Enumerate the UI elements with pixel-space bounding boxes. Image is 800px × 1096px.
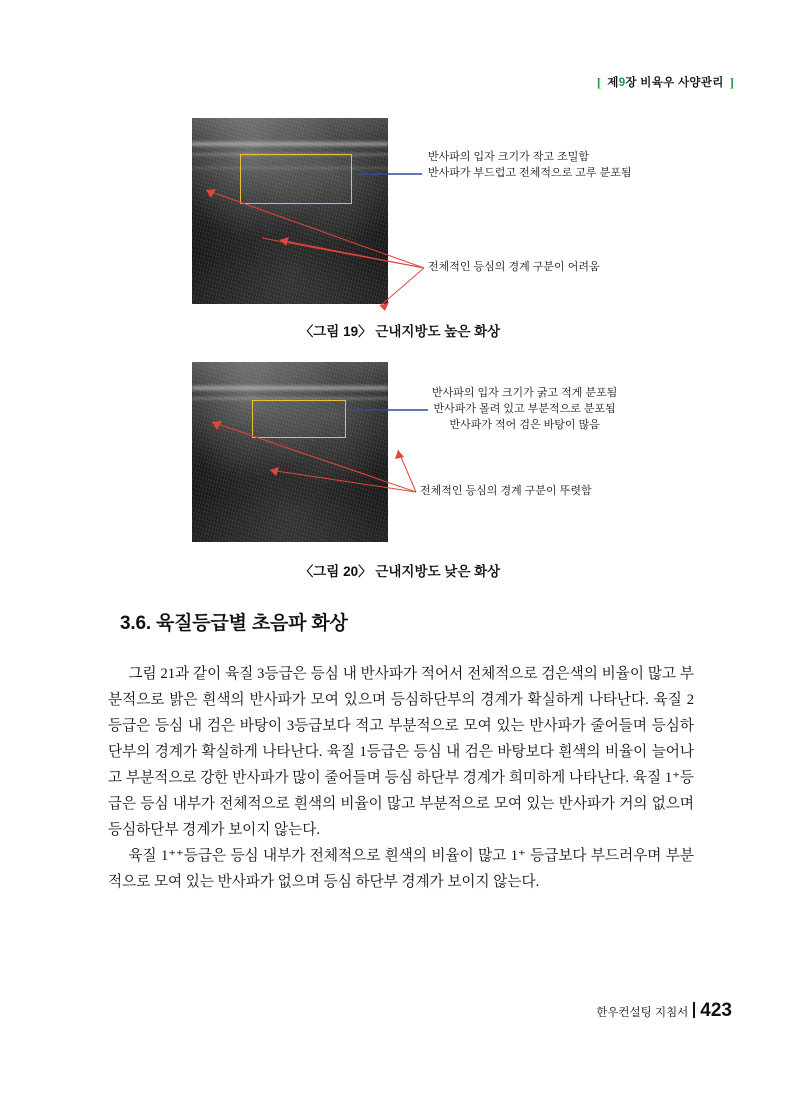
leader-lines-figure-20 (0, 362, 800, 592)
header-chapter-number: 9 (618, 77, 626, 89)
leader-lines-figure-19 (0, 118, 800, 348)
annotation-bottom-figure-20: 전체적인 등심의 경계 구분이 뚜렷함 (420, 485, 592, 497)
tissue-band (192, 140, 388, 148)
paragraph: 육질 1⁺⁺등급은 등심 내부가 전체적으로 흰색의 비율이 많고 1⁺ 등급보다 부드러우며 부분적으로 모여 있는 반사파가 없으며 등심 하단부 경계가 보이지 않는다. (108, 847, 694, 890)
section-heading: 3.6. 육질등급별 초음파 화상 (120, 613, 348, 634)
annotation-line: 반사파의 입자 크기가 작고 조밀함 (428, 151, 589, 163)
annotation-top-figure-19 (428, 150, 632, 182)
annotation-bottom-figure-19: 전체적인 등심의 경계 구분이 어려움 (428, 261, 600, 273)
header-title-prefix: 제 (607, 77, 619, 89)
region-of-interest-box (240, 154, 352, 204)
page-header (597, 74, 734, 90)
figure-19-caption: 〈그림 19〉 근내지방도 높은 화상 (299, 324, 501, 339)
header-title-suffix: 장 비육우 사양관리 (625, 77, 724, 89)
tissue-band (192, 384, 388, 392)
footer-divider (693, 1002, 695, 1018)
region-of-interest-box (252, 400, 346, 438)
page-number: 423 (700, 1000, 732, 1021)
annotation-line: 반사파의 입자 크기가 굵고 적게 분포됨 (432, 387, 618, 399)
annotation-top-figure-20 (432, 386, 617, 434)
paragraph: 그림 21과 같이 육질 3등급은 등심 내 반사파가 적어서 전체적으로 검은색의 비율이 많고 부분적으로 밝은 흰색의 반사파가 모여 있으며 등심하단부의 경계가 확실하게 나타난다. 육질 2등급은 등심 내 검은 바탕이 3등급보다 적고 부분적으로 모여 있는 반사파가 줄어들며 등심하단부의 경계가 확실하게 나타난다. 육질 1등급은 등심 내 검은 바탕보다 흰색의 비율이 늘어나고 부분적으로 강한 반사파가 많이 줄어들며 등심 하단부 경계가 희미하게 나타난다. 육질 1⁺등급은 등심 내부가 전체적으로 흰색의 비율이 많고 부분적으로 모여 있는 반사파가 거의 없으며 등심하단부 경계가 보이지 않는다. (108, 666, 694, 838)
header-title (607, 74, 723, 90)
annotation-line: 반사파가 몰려 있고 부분적으로 분포됨 (433, 402, 616, 415)
figure-20-caption: 〈그림 20〉 근내지방도 낮은 화상 (299, 564, 501, 579)
body-text (108, 662, 694, 896)
header-bracket-left: [ (596, 74, 602, 90)
ultrasound-image-low-marbling (192, 362, 388, 542)
ultrasound-image-high-marbling (192, 118, 388, 304)
annotation-line: 반사파가 적어 검은 바탕이 많음 (449, 418, 600, 431)
annotation-line: 반사파가 부드럽고 전체적으로 고루 분포됨 (428, 166, 632, 179)
footer-label: 한우컨설팅 지침서 (596, 1007, 689, 1019)
header-bracket-right: ] (729, 74, 734, 90)
page-footer (596, 1000, 732, 1022)
